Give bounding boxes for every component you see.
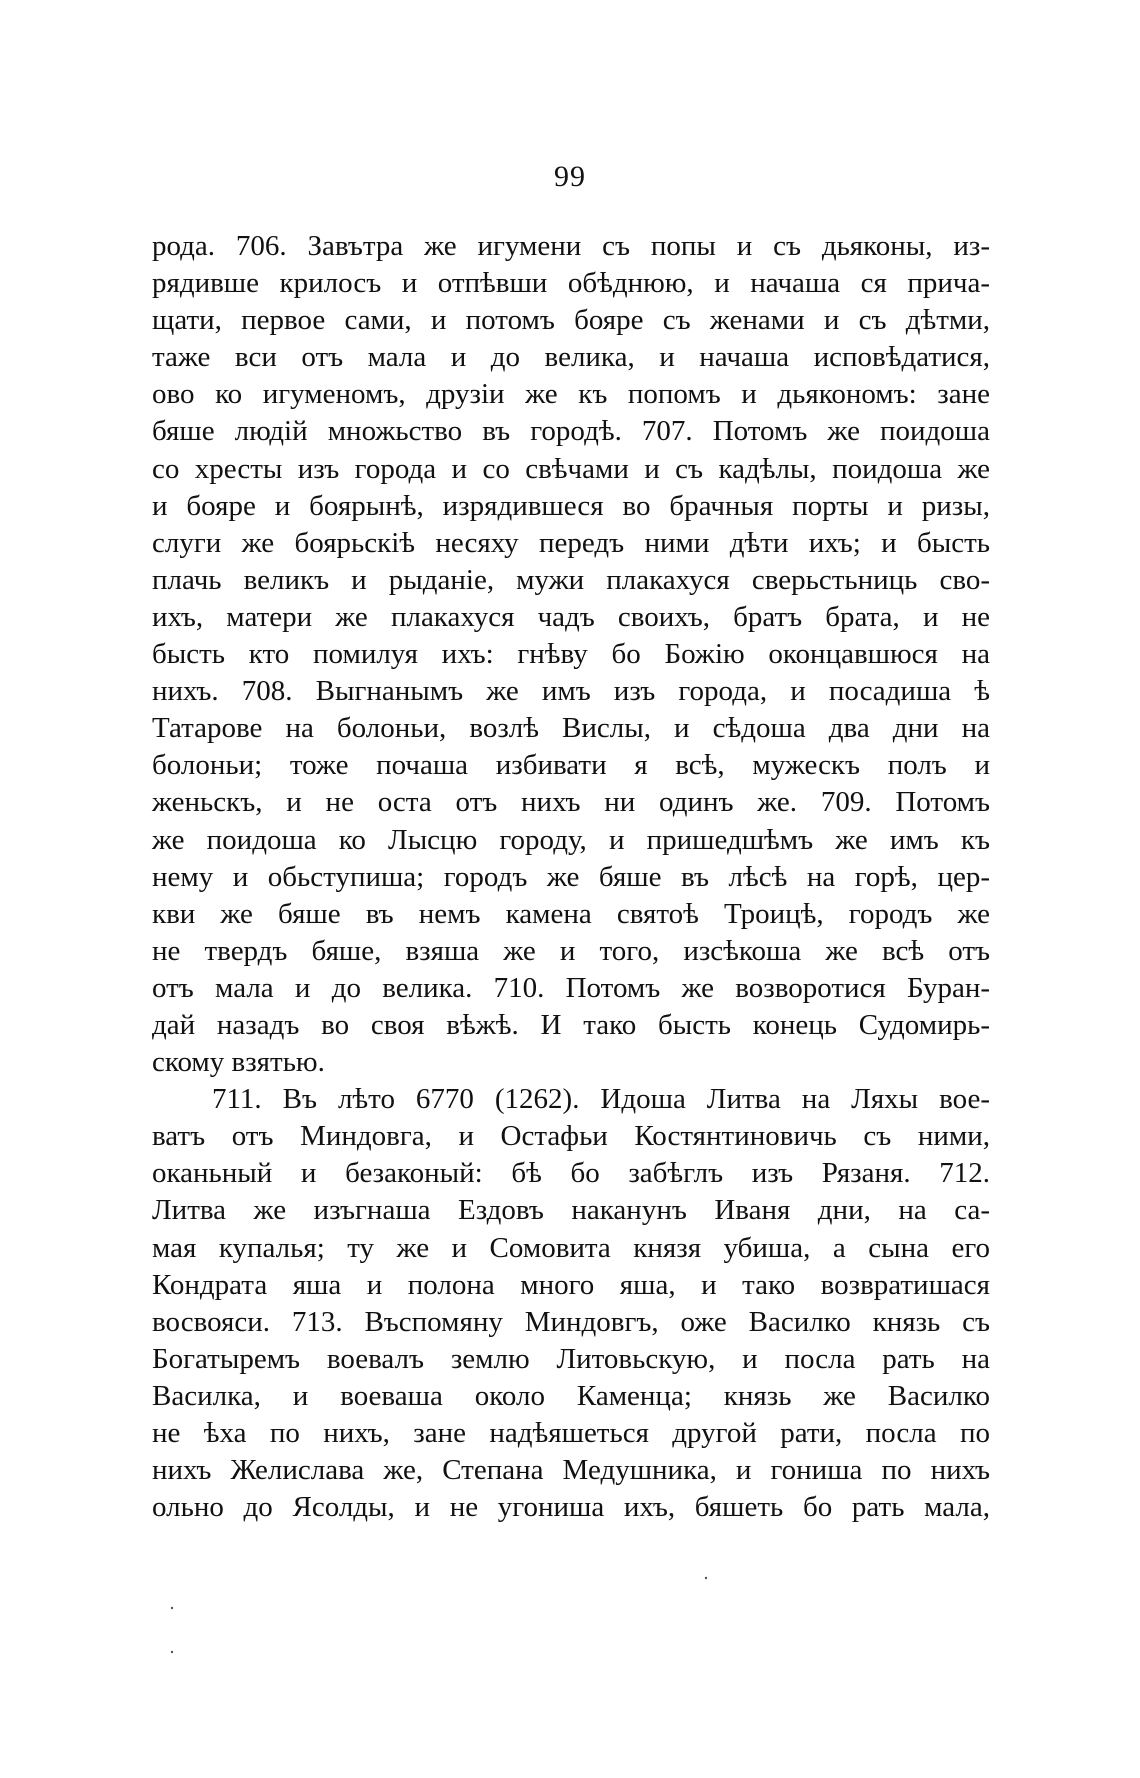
text-line: ватъ отъ Миндовга, и Остафьи Костянтиновичь съ ними, <box>152 1120 990 1153</box>
text-line: не твердъ бяше, взяша же и того, изсѣкоша же всѣ отъ <box>152 934 990 967</box>
text-line: нихъ. 708. Выгнанымъ же имъ изъ города, и посадиша ѣ <box>152 675 990 708</box>
text-line: оканьный и безаконый: бѣ бо забѣглъ изъ Рязаня. 712. <box>152 1157 990 1190</box>
text-line: Василка, и воеваша около Каменца; князь же Василко <box>152 1379 990 1412</box>
text-line: дай назадъ во своя вѣжѣ. И тако бысть конець Судомирь- <box>152 1008 990 1041</box>
text-line: рода. 706. Завътра же игумени съ попы и съ дьяконы, из- <box>152 230 990 262</box>
text-line: нему и обьступиша; городъ же бяше въ лѣсѣ на горѣ, цер- <box>152 860 990 893</box>
paper-speck <box>171 1651 173 1653</box>
text-line: Литва же изъгнаша Ездовъ наканунъ Иваня дни, на са- <box>152 1194 990 1227</box>
text-line: кви же бяше въ немъ камена святоѣ Троицѣ, городъ же <box>152 897 990 930</box>
text-line: и бояре и боярынѣ, изрядившеся во брачныя порты и ризы, <box>152 489 990 522</box>
page-number: 99 <box>554 160 586 193</box>
text-line: отъ мала и до велика. 710. Потомъ же возворотися Буран- <box>152 971 990 1004</box>
body-text <box>152 228 990 1526</box>
text-line: болоньи; тоже почаша избивати я всѣ, мужескъ полъ и <box>152 749 990 782</box>
text-line: ово ко игуменомъ, друзіи же къ попомъ и дьякономъ: зане <box>152 378 990 411</box>
text-line: ольно до Ясолды, и не угониша ихъ, бяшеть бо рать мала, <box>152 1491 990 1524</box>
text-line: таже вси отъ мала и до велика, и начаша исповѣдатися, <box>152 341 990 374</box>
text-line: бяше людій множьство въ городѣ. 707. Потомъ же поидоша <box>152 415 990 448</box>
text-line: рядивше крилосъ и отпѣвши обѣднюю, и начаша ся прича- <box>152 267 990 300</box>
text-line: восвояси. 713. Въспомяну Миндовгъ, оже Василко князь съ <box>152 1305 990 1338</box>
text-line: плачь великъ и рыданіе, мужи плакахуся сверьстьниць сво- <box>152 563 990 596</box>
text-line: ихъ, матери же плакахуся чадъ своихъ, братъ брата, и не <box>152 600 990 633</box>
text-line: слуги же боярьскіѣ несяху передъ ними дѣти ихъ; и бысть <box>152 526 990 559</box>
text-line-paragraph-end: скому взятью. <box>152 1046 325 1079</box>
text-line: нихъ Желислава же, Степана Медушника, и гониша по нихъ <box>152 1454 990 1487</box>
paper-speck <box>705 1577 707 1579</box>
text-line: со хресты изъ города и со свѣчами и съ кадѣлы, поидоша же <box>152 452 990 485</box>
text-line: Татарове на болоньи, возлѣ Вислы, и сѣдоша два дни на <box>152 712 990 745</box>
text-line: же поидоша ко Лысцю городу, и пришедшѣмъ же имъ къ <box>152 823 990 856</box>
text-line: женьскъ, и не оста отъ нихъ ни одинъ же. 709. Потомъ <box>152 786 990 819</box>
text-line: щати, первое сами, и потомъ бояре съ женами и съ дѣтми, <box>152 304 990 337</box>
text-line: не ѣха по нихъ, зане надѣяшеться другой рати, посла по <box>152 1417 990 1449</box>
text-line: Кондрата яша и полона много яша, и тако возвратишася <box>152 1268 990 1301</box>
text-line: мая купалья; ту же и Сомовита князя убиша, а сына его <box>152 1231 990 1264</box>
text-line: Богатыремъ воевалъ землю Литовьскую, и посла рать на <box>152 1342 990 1375</box>
paper-speck <box>171 1607 173 1609</box>
text-line-paragraph-start: 711. Въ лѣто 6770 (1262). Идоша Литва на Ляхы вое- <box>212 1083 990 1116</box>
text-line: бысть кто помилуя ихъ: гнѣву бо Божію оконцавшюся на <box>152 638 990 671</box>
